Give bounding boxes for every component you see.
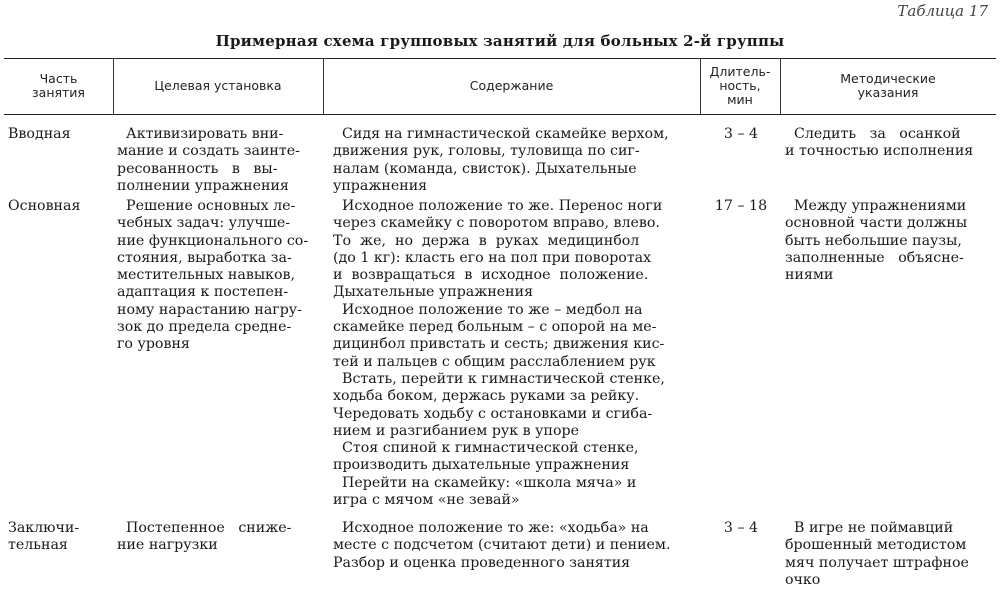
header-duration	[700, 58, 780, 114]
header-part	[4, 58, 113, 114]
row-content: Сидя на гимнастической скамейке верхом, движения рук, головы, туловища по сиг- налам (команда, свисток). Дыхательные упражнения	[333, 126, 669, 194]
table-number: Таблица 17	[897, 2, 988, 20]
row-part: Основная	[8, 198, 81, 214]
header-part-text: Часть занятия	[32, 71, 85, 100]
row-notes: В игре не поймавций брошенный методистом мяч получает штрафное очко	[785, 520, 969, 588]
row-duration: 17 – 18	[714, 198, 768, 214]
header-content-text: Содержание	[469, 78, 554, 93]
header-goal	[113, 58, 323, 114]
header-notes	[780, 58, 996, 114]
table-caption: Примерная схема групповых занятий для больных 2-й группы	[215, 32, 785, 50]
table-header-rule	[4, 114, 996, 115]
row-notes: Следить за осанкой и точностью исполнения	[785, 126, 974, 160]
row-part: Вводная	[8, 126, 71, 142]
row-part: Заключи- тельная	[8, 520, 80, 554]
header-content	[323, 58, 700, 114]
header-notes-text: Методические указания	[840, 71, 936, 100]
row-duration: 3 – 4	[723, 126, 759, 142]
row-duration: 3 – 4	[723, 520, 759, 536]
header-duration-text: Длитель- ность, мин	[709, 64, 771, 107]
row-goal: Решение основных ле- чебных задач: улучше- ние функционального со- стояния, выработка за- местительных навыков, адаптация к постепен- ному нарастанию нагру- зок до предела средне- го уровня	[117, 198, 309, 353]
row-goal: Активизировать вни- мание и создать заинте- ресованность в вы- полнении упражнения	[117, 126, 300, 194]
header-goal-text: Целевая установка	[154, 78, 282, 93]
row-content: Исходное положение то же: «ходьба» на месте с подсчетом (считают дети) и пением. Разбор и оценка проведенного занятия	[333, 520, 671, 571]
row-content: Исходное положение то же. Перенос ноги через скамейку с поворотом вправо, влево. То же, но держа в руках медицинбол (до 1 кг): класть его на пол при поворотах и возвращаться в исходное положение. Дыхательные упражнения Исходное положение то же – медбол на скамейке перед больным – с опорой на ме- дицинбол привстать и сесть; движения кис- тей и пальцев с общим расслаблением рук Встать, перейти к гимнастической стенке, ходьба боком, держась руками за рейку. Чередовать ходьбу с остановками и сгиба- нием и разгибанием рук в упоре Стоя спиной к гимнастической стенке, производить дыхательные упражнения Перейти на скамейку: «школа мяча» и игра с мячом «не зевай»	[333, 198, 665, 509]
row-notes: Между упражнениями основной части должны быть небольшие паузы, заполненные объясне- ниями	[785, 198, 968, 284]
row-goal: Постепенное сниже- ние нагрузки	[117, 520, 292, 554]
